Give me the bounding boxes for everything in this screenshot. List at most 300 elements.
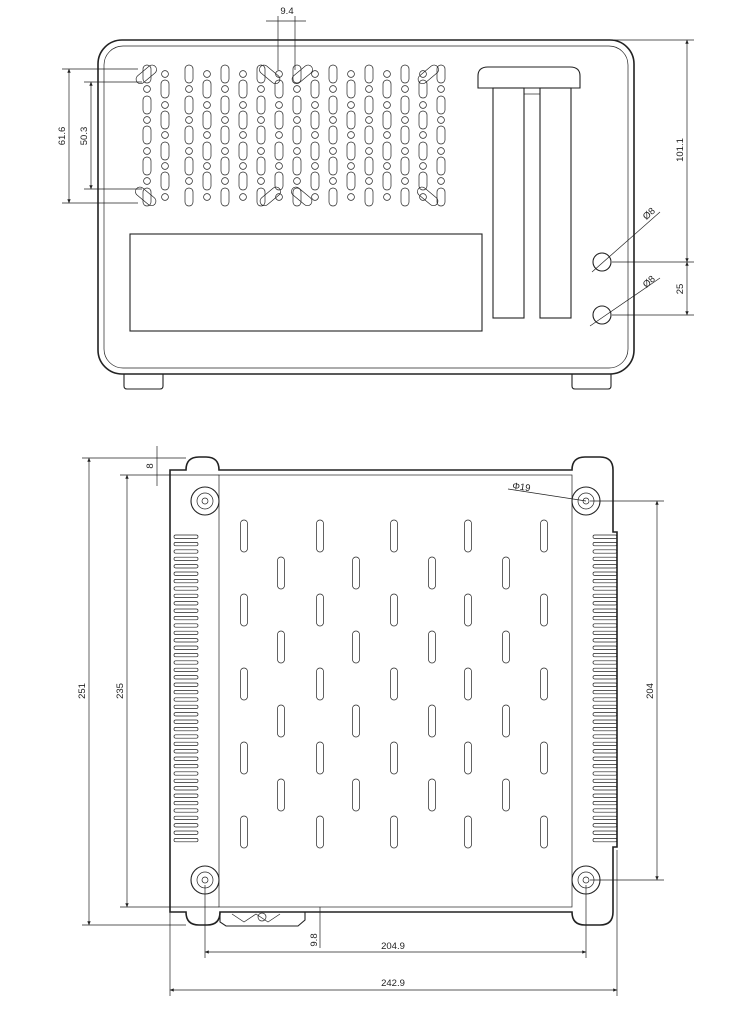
fin-left [174, 661, 198, 664]
front-vent-slot [383, 80, 391, 98]
fin-right [593, 735, 617, 738]
fin-right [593, 787, 617, 790]
fin-left [174, 572, 198, 575]
fin-left [174, 772, 198, 775]
fin-right [593, 690, 617, 693]
top-slot [353, 631, 360, 663]
top-slot [429, 705, 436, 737]
top-slot [278, 631, 285, 663]
front-vent-slot [143, 96, 151, 114]
front-vent-slot [347, 172, 355, 190]
fin-right [593, 794, 617, 797]
front-vent-dot [312, 163, 319, 170]
front-vent-slot [293, 126, 301, 144]
front-enclosure-inner [104, 46, 628, 368]
front-vent-dot [420, 71, 427, 78]
top-slot [317, 742, 324, 774]
front-vent-slot [437, 126, 445, 144]
front-vent-slot [419, 142, 427, 160]
front-vent-diagonal [416, 185, 440, 207]
top-slot [317, 816, 324, 848]
front-vent-dot [438, 117, 445, 124]
fin-left [174, 624, 198, 627]
front-vent-dot [144, 178, 151, 185]
front-vent-dot [204, 71, 211, 78]
front-vent-dot [438, 148, 445, 155]
front-vent-slot [401, 157, 409, 175]
fin-right [593, 727, 617, 730]
front-vent-dot [420, 102, 427, 109]
front-vent-dot [186, 86, 193, 93]
front-vent-slot [365, 157, 373, 175]
top-slot [541, 594, 548, 626]
fin-left [174, 698, 198, 701]
dim-edge-offset-label: 8 [145, 463, 156, 469]
front-vent-slot [239, 111, 247, 129]
fin-right [593, 713, 617, 716]
front-vent-slot [383, 142, 391, 160]
front-vent-dot [204, 102, 211, 109]
front-vent-dot [294, 178, 301, 185]
dim-outer-depth-label: 251 [77, 683, 88, 699]
front-vent-slot [347, 142, 355, 160]
front-vent-slot [257, 65, 265, 83]
fin-left [174, 676, 198, 679]
fin-right [593, 720, 617, 723]
front-vent-slot [203, 80, 211, 98]
front-vent-slot [401, 96, 409, 114]
front-vent-dot [276, 102, 283, 109]
front-vent-dot [222, 178, 229, 185]
fin-left [174, 631, 198, 634]
top-view [77, 446, 664, 996]
front-vent-dot [312, 194, 319, 201]
fin-left [174, 646, 198, 649]
front-vent-slot [311, 80, 319, 98]
front-vent-dot [144, 86, 151, 93]
front-vent-diagonal [134, 185, 158, 207]
top-slot [353, 779, 360, 811]
fin-left [174, 742, 198, 745]
top-slot [241, 668, 248, 700]
front-vent-dot [162, 102, 169, 109]
front-vent-dot [258, 178, 265, 185]
top-slot-grid [241, 520, 548, 848]
front-vent-dot [402, 148, 409, 155]
top-slot [317, 594, 324, 626]
fin-right [593, 816, 617, 819]
front-vent-slot [185, 157, 193, 175]
front-vent-slot [185, 188, 193, 206]
fin-right [593, 557, 617, 560]
dim-edge-offset [82, 446, 219, 486]
front-vent-slot [329, 188, 337, 206]
front-vent-slot [401, 65, 409, 83]
fin-right [593, 824, 617, 827]
top-slot [465, 668, 472, 700]
front-vent-dot [330, 86, 337, 93]
fin-right [593, 602, 617, 605]
front-vent-dot [366, 178, 373, 185]
front-vent-dot [240, 132, 247, 139]
fin-left [174, 824, 198, 827]
dim-corner-hole-diameter-label: Φ19 [511, 480, 532, 495]
front-vent-slot [161, 142, 169, 160]
dim-inner-height [79, 82, 142, 189]
front-vent-slot [275, 111, 283, 129]
front-vent-dot [366, 117, 373, 124]
front-vent-dot [204, 163, 211, 170]
fin-right [593, 661, 617, 664]
fin-right [593, 594, 617, 597]
fin-right [593, 809, 617, 812]
top-slot [241, 816, 248, 848]
front-vent-dot [162, 194, 169, 201]
front-vent-slot [239, 80, 247, 98]
front-vent-dot [348, 132, 355, 139]
front-vent-dot [186, 117, 193, 124]
front-vent-pattern [134, 63, 445, 207]
fin-left [174, 713, 198, 716]
fin-left [174, 801, 198, 804]
front-vent-slot [383, 172, 391, 190]
front-vent-slot [203, 172, 211, 190]
front-vent-slot [275, 80, 283, 98]
front-vent-dot [240, 71, 247, 78]
fin-right [593, 801, 617, 804]
front-vent-slot [257, 126, 265, 144]
top-slot [278, 557, 285, 589]
fin-left [174, 565, 198, 568]
front-vent-dot [366, 148, 373, 155]
fin-left [174, 653, 198, 656]
front-vent-dot [204, 132, 211, 139]
front-vent-dot [204, 194, 211, 201]
front-vent-dot [384, 163, 391, 170]
fin-left [174, 787, 198, 790]
top-slot [391, 816, 398, 848]
fin-right [593, 572, 617, 575]
front-vent-slot [221, 157, 229, 175]
fin-left [174, 705, 198, 708]
fin-right [593, 624, 617, 627]
fin-right [593, 750, 617, 753]
top-slot [391, 594, 398, 626]
fin-right [593, 764, 617, 767]
front-vent-dot [258, 148, 265, 155]
front-view [57, 6, 694, 389]
fin-right [593, 742, 617, 745]
fin-left [174, 668, 198, 671]
front-vent-slot [347, 111, 355, 129]
front-vent-dot [402, 178, 409, 185]
front-vent-dot [240, 102, 247, 109]
dim-inner-depth [115, 475, 219, 907]
fin-right [593, 579, 617, 582]
front-vent-dot [420, 163, 427, 170]
top-slot [429, 779, 436, 811]
front-vent-slot [203, 111, 211, 129]
front-vent-slot [221, 65, 229, 83]
top-slot [241, 520, 248, 552]
top-slot [541, 742, 548, 774]
front-vent-slot [365, 126, 373, 144]
front-vent-slot [383, 111, 391, 129]
front-foot-left [124, 374, 163, 389]
fin-left [174, 602, 198, 605]
fin-left [174, 816, 198, 819]
fin-right [593, 587, 617, 590]
dim-hole-lower-diameter-label: Ø8 [640, 273, 658, 291]
front-display-window [130, 234, 482, 331]
front-vent-dot [330, 178, 337, 185]
fin-left [174, 838, 198, 841]
top-slot [241, 594, 248, 626]
dim-corner-hole-diameter [508, 481, 586, 501]
front-round-hole-lower [593, 306, 611, 324]
front-vent-dot [438, 178, 445, 185]
front-vent-dot [294, 117, 301, 124]
front-vent-dot [186, 148, 193, 155]
front-vent-slot [329, 157, 337, 175]
fin-left [174, 639, 198, 642]
fin-array-left [174, 535, 198, 842]
front-vent-slot [257, 157, 265, 175]
fin-right [593, 653, 617, 656]
front-vent-dot [144, 117, 151, 124]
front-vent-dot [222, 117, 229, 124]
front-vent-slot [185, 126, 193, 144]
front-vent-dot [222, 86, 229, 93]
top-slot [278, 779, 285, 811]
front-vent-dot [330, 148, 337, 155]
top-slot [465, 816, 472, 848]
front-vent-slot [257, 188, 265, 206]
front-vent-slot [401, 126, 409, 144]
front-vent-slot [221, 126, 229, 144]
fin-right [593, 550, 617, 553]
front-vent-slot [437, 188, 445, 206]
front-vent-dot [162, 163, 169, 170]
front-vent-slot [311, 142, 319, 160]
top-slot [391, 742, 398, 774]
fin-left [174, 609, 198, 612]
top-slot [465, 742, 472, 774]
dim-total-height-label: 101.1 [675, 138, 686, 162]
front-vent-dot [348, 163, 355, 170]
dim-hole-pitch-depth-label: 204 [645, 683, 656, 699]
front-vent-dot [186, 178, 193, 185]
front-vent-dot [384, 132, 391, 139]
top-enclosure-outline [170, 457, 617, 925]
fin-left [174, 794, 198, 797]
front-vent-dot [312, 102, 319, 109]
corner-hole-top-left [191, 487, 219, 515]
top-slot [391, 520, 398, 552]
top-slot [317, 668, 324, 700]
fin-left [174, 587, 198, 590]
front-vent-slot [185, 65, 193, 83]
front-vent-dot [258, 86, 265, 93]
front-vent-dot [384, 194, 391, 201]
fin-right [593, 838, 617, 841]
fin-left [174, 579, 198, 582]
card-slot-bracket-top [478, 67, 580, 88]
fin-left [174, 750, 198, 753]
fin-right [593, 631, 617, 634]
front-foot-right [572, 374, 611, 389]
front-vent-slot [329, 65, 337, 83]
front-vent-slot [239, 172, 247, 190]
front-vent-slot [293, 188, 301, 206]
fin-right [593, 772, 617, 775]
fin-right [593, 779, 617, 782]
top-slot [503, 557, 510, 589]
fin-left [174, 735, 198, 738]
front-vent-slot [143, 157, 151, 175]
fin-left [174, 683, 198, 686]
fin-right [593, 646, 617, 649]
front-vent-dot [312, 71, 319, 78]
fin-left [174, 535, 198, 538]
front-vent-slot [185, 96, 193, 114]
dim-slot-pitch [266, 6, 306, 70]
dim-bottom-offset [309, 907, 328, 948]
dim-slot-pitch-label: 9.4 [280, 6, 294, 17]
top-slot [541, 668, 548, 700]
front-vent-slot [293, 65, 301, 83]
dim-hole-spacing [612, 262, 694, 315]
front-vent-dot [402, 86, 409, 93]
front-vent-dot [348, 71, 355, 78]
front-vent-slot [257, 96, 265, 114]
front-vent-slot [311, 172, 319, 190]
fin-right [593, 705, 617, 708]
front-vent-slot [437, 157, 445, 175]
top-slot [541, 816, 548, 848]
front-vent-slot [329, 126, 337, 144]
fin-right [593, 676, 617, 679]
dim-bottom-offset-label: 9.8 [309, 933, 320, 947]
fin-right [593, 616, 617, 619]
fin-right [593, 639, 617, 642]
fin-left [174, 720, 198, 723]
front-vent-slot [221, 188, 229, 206]
dim-outer-width [170, 850, 617, 996]
fin-right [593, 668, 617, 671]
fin-left [174, 809, 198, 812]
front-vent-dot [348, 194, 355, 201]
front-vent-dot [276, 163, 283, 170]
dim-hole-lower-diameter [590, 274, 660, 326]
front-vent-slot [275, 142, 283, 160]
front-vent-slot [161, 80, 169, 98]
card-slot-right [540, 88, 571, 318]
front-vent-dot [384, 71, 391, 78]
front-vent-slot [437, 96, 445, 114]
front-vent-dot [312, 132, 319, 139]
fin-left [174, 557, 198, 560]
front-vent-dot [348, 102, 355, 109]
top-slot [503, 779, 510, 811]
dim-inner-height-label: 50.3 [79, 126, 90, 146]
dim-total-height [596, 40, 694, 262]
top-slot [429, 557, 436, 589]
dim-outer-height-label: 61.6 [57, 126, 68, 146]
front-vent-slot [365, 96, 373, 114]
front-vent-dot [366, 86, 373, 93]
front-vent-slot [293, 96, 301, 114]
front-vent-dot [402, 117, 409, 124]
top-slot [391, 668, 398, 700]
top-slot [353, 705, 360, 737]
fin-right [593, 698, 617, 701]
fin-left [174, 727, 198, 730]
fin-left [174, 542, 198, 545]
fin-right [593, 757, 617, 760]
front-vent-slot [293, 157, 301, 175]
dim-hole-pitch-width-label: 204.9 [381, 941, 405, 952]
fin-left [174, 757, 198, 760]
front-vent-dot [222, 148, 229, 155]
front-vent-slot [401, 188, 409, 206]
front-vent-dot [240, 194, 247, 201]
front-vent-slot [347, 80, 355, 98]
fin-left [174, 690, 198, 693]
front-vent-dot [276, 132, 283, 139]
card-slot-left [493, 88, 524, 318]
front-vent-slot [365, 188, 373, 206]
fin-left [174, 831, 198, 834]
dim-inner-depth-label: 235 [115, 683, 126, 699]
fin-left [174, 764, 198, 767]
fin-right [593, 565, 617, 568]
dim-outer-width-label: 242.9 [381, 978, 405, 989]
front-vent-slot [221, 96, 229, 114]
fin-right [593, 542, 617, 545]
front-vent-slot [239, 142, 247, 160]
front-vent-diagonal [258, 185, 282, 207]
fin-right [593, 831, 617, 834]
front-vent-dot [162, 71, 169, 78]
front-vent-dot [384, 102, 391, 109]
front-vent-slot [161, 111, 169, 129]
front-vent-dot [162, 132, 169, 139]
fin-left [174, 594, 198, 597]
top-slot [241, 742, 248, 774]
front-vent-dot [420, 194, 427, 201]
top-slot [465, 520, 472, 552]
top-slot [503, 631, 510, 663]
fin-right [593, 609, 617, 612]
fin-left [174, 550, 198, 553]
fin-left [174, 779, 198, 782]
front-vent-slot [365, 65, 373, 83]
front-vent-slot [329, 96, 337, 114]
front-vent-dot [294, 148, 301, 155]
front-vent-slot [143, 126, 151, 144]
front-vent-dot [258, 117, 265, 124]
front-vent-dot [144, 148, 151, 155]
front-vent-dot [330, 117, 337, 124]
top-slot [503, 705, 510, 737]
front-vent-slot [161, 172, 169, 190]
front-vent-dot [294, 86, 301, 93]
front-vent-dot [240, 163, 247, 170]
front-vent-slot [203, 142, 211, 160]
top-slot [465, 594, 472, 626]
dim-hole-spacing-label: 25 [675, 283, 686, 295]
